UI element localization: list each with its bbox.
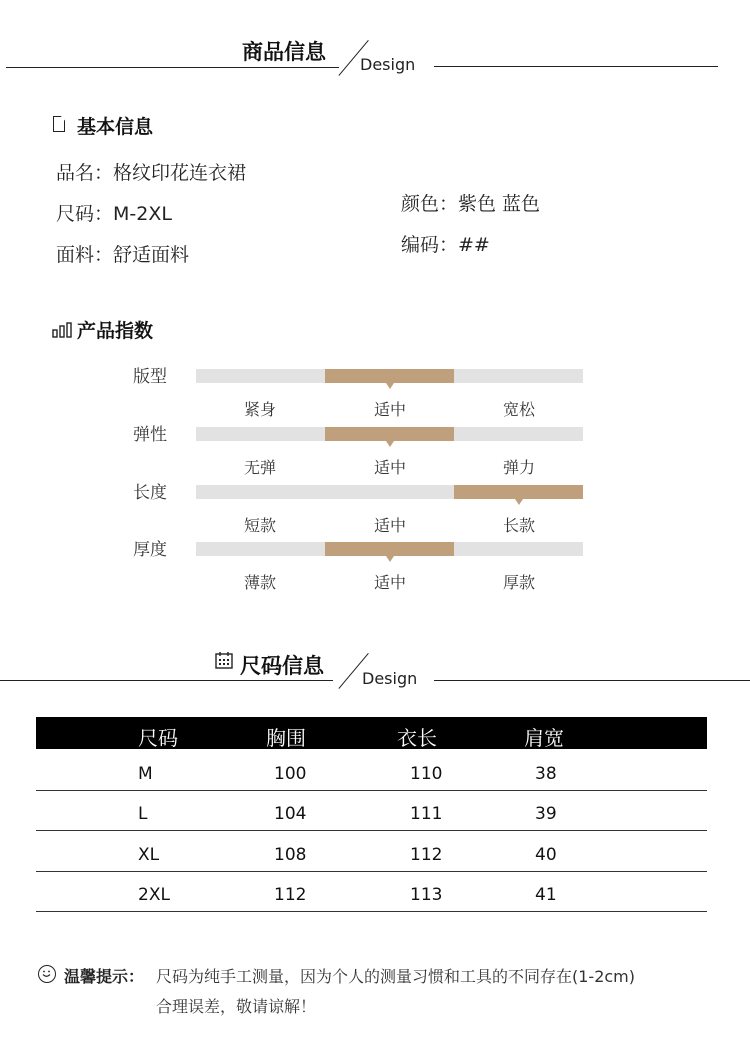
info-fabric: 面料：舒适面料 — [56, 244, 190, 266]
index-bar-selected — [325, 427, 454, 441]
index-label: 弹性 — [133, 425, 167, 445]
table-cell: 110 — [410, 764, 443, 784]
index-pointer-icon — [386, 441, 394, 447]
tip-label: 温馨提示： — [64, 967, 145, 986]
table-cell: 113 — [410, 885, 443, 905]
table-cell: XL — [138, 845, 160, 865]
th-shoulder: 肩宽 — [524, 726, 564, 750]
index-pointer-icon — [515, 499, 523, 505]
table-cell: 40 — [535, 845, 557, 865]
index-option: 紧身 — [243, 400, 276, 419]
size-section-design: Design — [362, 669, 418, 688]
index-option: 宽松 — [502, 400, 535, 419]
bar-chart-icon — [52, 322, 72, 338]
index-pointer-icon — [386, 556, 394, 562]
header-line-right — [434, 66, 718, 67]
table-row-divider — [36, 871, 707, 872]
index-option: 弹力 — [502, 458, 535, 477]
goods-section-design: Design — [360, 55, 416, 74]
table-cell: 2XL — [138, 885, 170, 905]
info-product-name: 品名：格纹印花连衣裙 — [56, 162, 247, 184]
table-cell: 39 — [535, 804, 557, 824]
index-option: 适中 — [373, 573, 406, 592]
table-cell: 111 — [410, 804, 443, 824]
index-bar-selected — [325, 369, 454, 383]
table-row-divider — [36, 790, 707, 791]
th-chest: 胸围 — [266, 726, 306, 750]
index-option: 厚款 — [502, 573, 535, 592]
index-label: 版型 — [133, 367, 167, 387]
table-cell: 104 — [274, 804, 307, 824]
size-header-line-right — [434, 680, 750, 681]
info-code: 编码：## — [401, 234, 490, 256]
header-line-left — [6, 67, 339, 68]
table-cell: L — [138, 804, 148, 824]
table-cell: 100 — [274, 764, 307, 784]
calendar-icon — [215, 651, 233, 669]
index-option: 适中 — [373, 458, 406, 477]
table-row-divider — [36, 911, 707, 912]
index-bar-selected — [454, 485, 583, 499]
index-bar-selected — [325, 542, 454, 556]
table-cell: 41 — [535, 885, 557, 905]
tip-line-2: 合理误差，敬请谅解！ — [156, 997, 317, 1016]
table-row-divider — [36, 830, 707, 831]
th-size: 尺码 — [138, 726, 178, 750]
table-cell: M — [138, 764, 153, 784]
index-option: 适中 — [373, 400, 406, 419]
index-pointer-icon — [386, 383, 394, 389]
table-cell: 112 — [410, 845, 443, 865]
smile-icon — [38, 965, 56, 983]
index-label: 厚度 — [133, 540, 167, 560]
index-label: 长度 — [133, 483, 167, 503]
table-cell: 112 — [274, 885, 307, 905]
size-section-title: 尺码信息 — [240, 654, 324, 678]
size-table-header — [36, 717, 707, 749]
product-index-title: 产品指数 — [77, 320, 154, 342]
info-color: 颜色：紫色 蓝色 — [401, 193, 541, 215]
index-option: 长款 — [502, 516, 535, 535]
index-option: 无弹 — [243, 458, 276, 477]
tip-line-1: 尺码为纯手工测量，因为个人的测量习惯和工具的不同存在(1-2cm) — [156, 967, 636, 986]
basic-info-title: 基本信息 — [77, 116, 154, 138]
index-option: 短款 — [243, 516, 276, 535]
index-option: 薄款 — [243, 573, 276, 592]
th-length: 衣长 — [397, 726, 437, 750]
goods-section-title: 商品信息 — [242, 40, 326, 64]
table-cell: 108 — [274, 845, 307, 865]
size-header-line-left — [0, 680, 333, 681]
table-cell: 38 — [535, 764, 557, 784]
index-option: 适中 — [373, 516, 406, 535]
info-size: 尺码：M-2XL — [56, 203, 172, 225]
document-icon — [53, 116, 65, 132]
